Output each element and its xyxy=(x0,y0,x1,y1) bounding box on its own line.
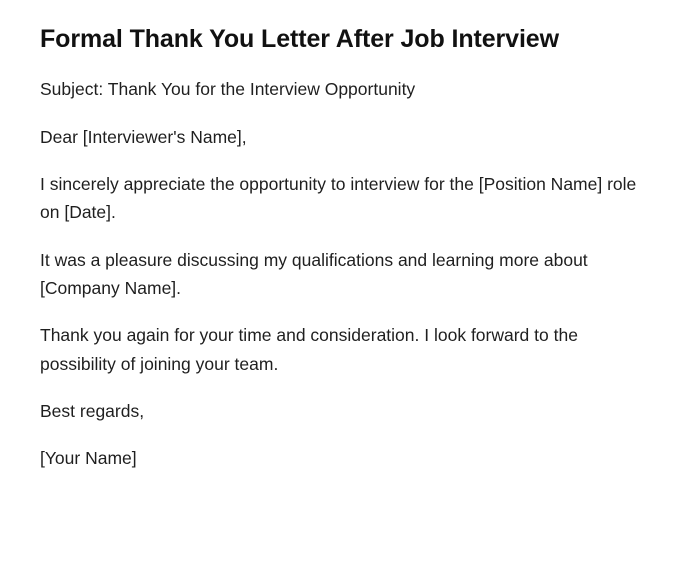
letter-body-paragraph-1: I sincerely appreciate the opportunity to interview for the [Position Name] role on [Date]. xyxy=(40,173,637,223)
letter-body-paragraph-2: It was a pleasure discussing my qualifications and learning more about [Company Name]. xyxy=(40,249,588,298)
letter-closing: Best regards, xyxy=(40,401,145,421)
letter-signature-name: [Your Name] xyxy=(40,448,137,469)
letter-body-paragraph-3: Thank you again for your time and consideration. I look forward to the possibility of joining your team. xyxy=(40,325,578,374)
page-title: Formal Thank You Letter After Job Interview xyxy=(40,25,559,53)
letter-subject-line: Subject: Thank You for the Interview Opportunity xyxy=(40,79,416,100)
letter-salutation: Dear [Interviewer's Name], xyxy=(40,126,247,147)
